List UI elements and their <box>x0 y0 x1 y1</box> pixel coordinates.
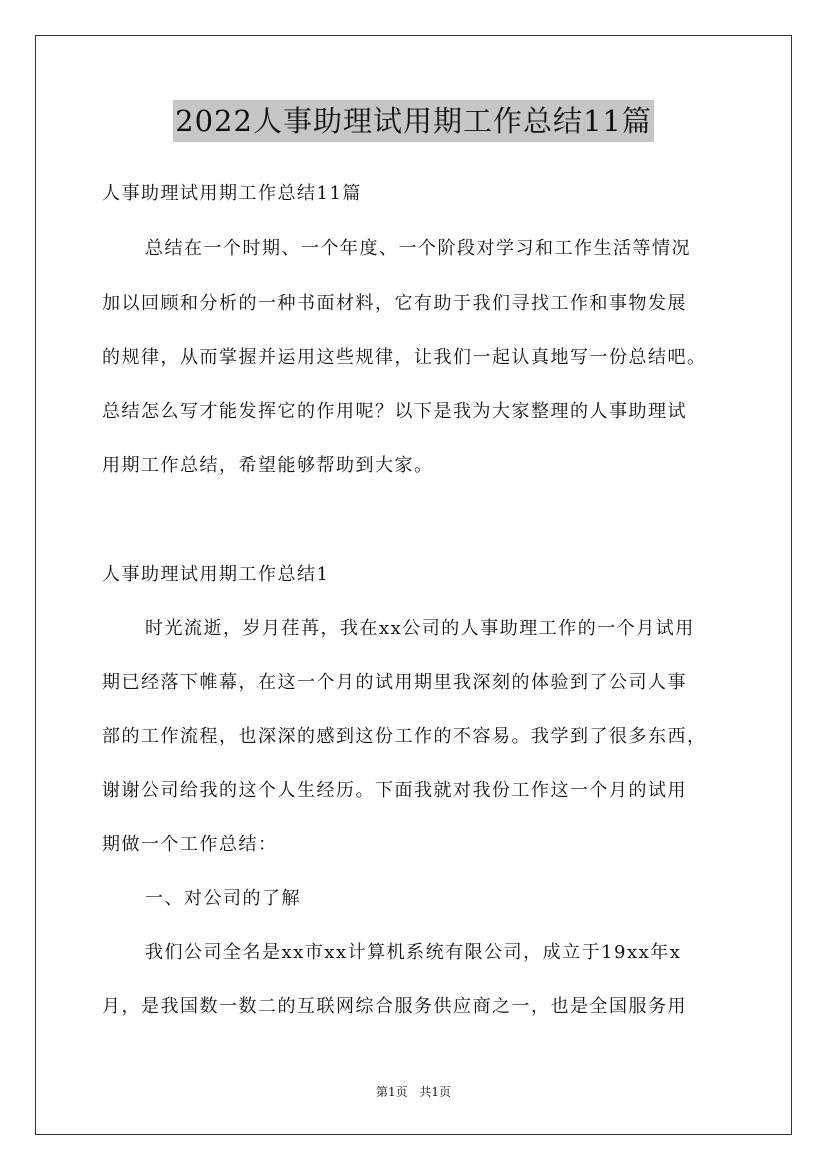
intro-line: 加以回顾和分析的一种书面材料，它有助于我们寻找工作和事物发展 <box>102 293 687 314</box>
page-total: 共1页 <box>419 1085 452 1099</box>
intro-line: 的规律，从而掌握并运用这些规律，让我们一起认真地写一份总结吧。 <box>102 347 707 368</box>
section-line: 期做一个工作总结： <box>102 834 278 855</box>
document-subtitle: 人事助理试用期工作总结11篇 <box>102 183 362 204</box>
company-line: 月，是我国数一数二的互联网综合服务供应商之一，也是全国服务用 <box>102 996 687 1017</box>
page-footer <box>0 1084 827 1100</box>
section-line: 期已经落下帷幕，在这一个月的试用期里我深刻的体验到了公司人事 <box>102 672 687 693</box>
intro-line: 用期工作总结，希望能够帮助到大家。 <box>102 455 434 476</box>
subheading: 一、对公司的了解 <box>145 888 301 909</box>
section-heading: 人事助理试用期工作总结1 <box>102 564 330 585</box>
company-line: 我们公司全名是xx市xx计算机系统有限公司，成立于19xx年x <box>145 942 682 963</box>
page-number: 第1页 <box>375 1085 408 1099</box>
intro-line: 总结怎么写才能发挥它的作用呢？以下是我为大家整理的人事助理试 <box>102 401 687 422</box>
section-line: 部的工作流程，也深深的感到这份工作的不容易。我学到了很多东西， <box>102 726 707 747</box>
section-line: 谢谢公司给我的这个人生经历。下面我就对我份工作这一个月的试用 <box>102 780 687 801</box>
section-line: 时光流逝，岁月荏苒，我在xx公司的人事助理工作的一个月试用 <box>145 618 695 639</box>
intro-line: 总结在一个时期、一个年度、一个阶段对学习和工作生活等情况 <box>145 238 691 259</box>
title-wrap <box>0 100 827 142</box>
document-title: 2022人事助理试用期工作总结11篇 <box>173 100 654 142</box>
